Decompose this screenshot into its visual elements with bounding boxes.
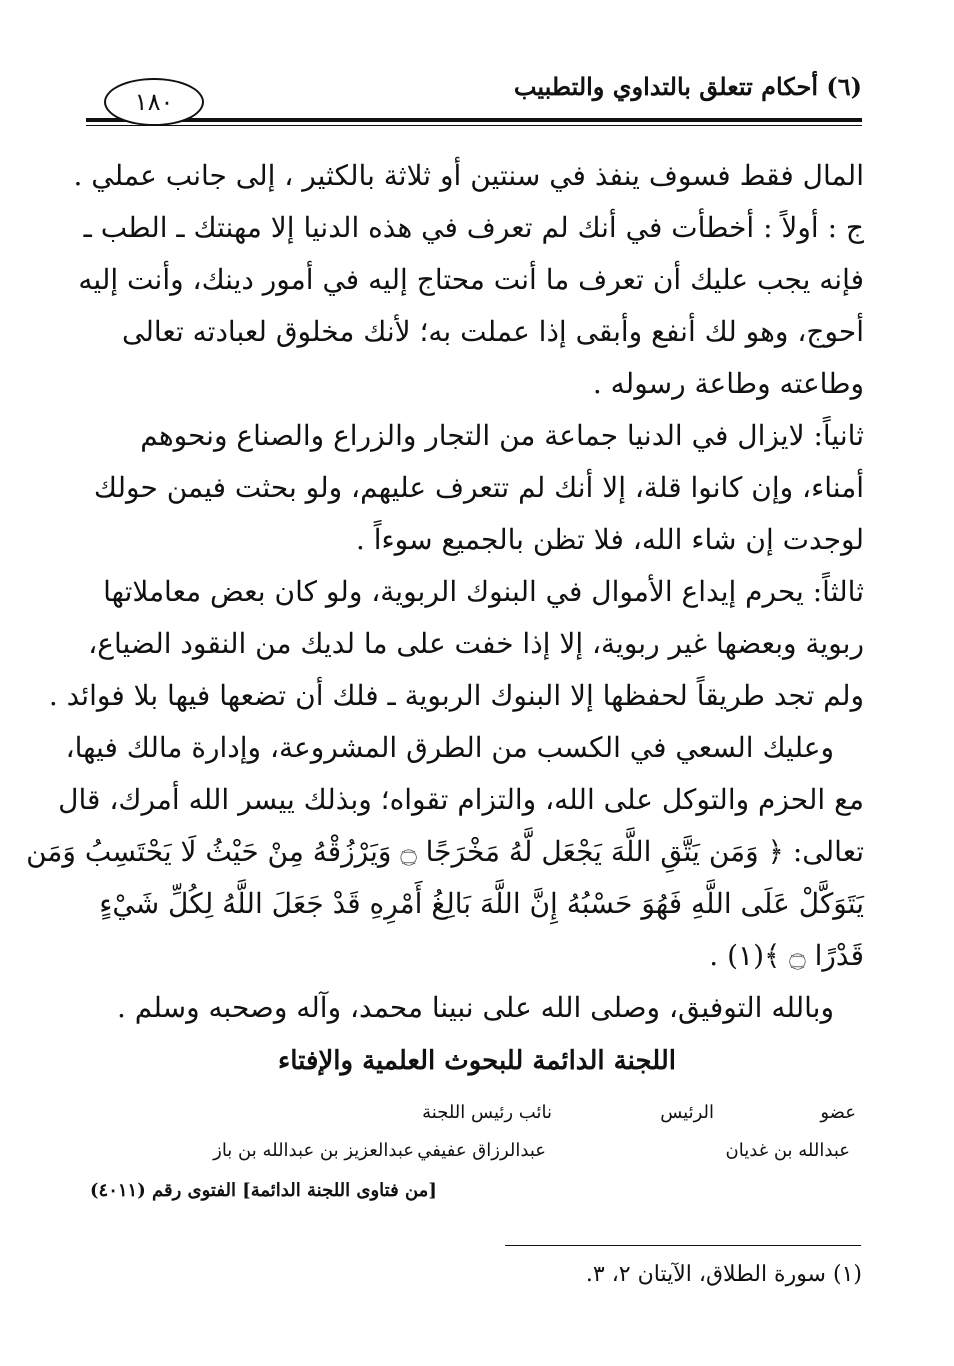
footnote: (١) سورة الطلاق، الآيتان ٢، ٣. [585,1262,862,1287]
body-line: ولم تجد طريقاً لحفظها إلا البنوك الربوية ـ فلك أن تضعها فيها بلا فوائد . [48,679,864,712]
footnote-rule [505,1245,861,1246]
name-vice-chairman: عبدالرزاق عفيفي [417,1140,546,1161]
body-line: ربوية وبعضها غير ربوية، إلا إذا خفت على ما لديك من النقود الضياع، [88,627,864,660]
chapter-title: (٦) أحكام تتعلق بالتداوي والتطبيب [513,72,862,101]
fatwa-source: [من فتاوى اللجنة الدائمة] الفتوى رقم (٤٠١١) [90,1180,437,1201]
closing-line: وبالله التوفيق، وصلى الله على نبينا محمد، وآله وصحبه وسلم . [116,991,834,1024]
body-line: وعليك السعي في الكسب من الطرق المشروعة، وإدارة مالك فيها، [65,731,834,764]
body-line: المال فقط فسوف ينفذ في سنتين أو ثلاثة بالكثير ، إلى جانب عملي . [73,159,864,192]
quran-verse-line: تعالى: ﴿ وَمَن يَتَّقِ اللَّهَ يَجْعَل لَّهُ مَخْرَجًا ۝ وَيَرْزُقْهُ مِنْ حَيْثُ لَا يَحْتَسِبُ وَمَن [26,835,864,868]
body-line: ج : أولاً : أخطأت في أنك لم تعرف في هذه الدنيا إلا مهنتك ـ الطب ـ [83,211,864,244]
role-chairman: الرئيس [660,1102,714,1123]
page-number: ١٨٠ [104,78,204,126]
body-line: لوجدت إن شاء الله، فلا تظن بالجميع سوءاً . [355,523,864,556]
body-line: وطاعته وطاعة رسوله . [592,367,864,400]
role-vice-chairman: نائب رئيس اللجنة [422,1102,552,1123]
body-line: أحوج، وهو لك أنفع وأبقى إذا عملت به؛ لأنك مخلوق لعبادته تعالى [122,315,864,348]
body-text [26,150,864,1034]
quran-verse-line: قَدْرًا ۝ ﴾(١) . [709,939,864,972]
body-line: مع الحزم والتوكل على الله، والتزام تقواه؛ وبذلك ييسر الله أمرك، قال [58,783,864,816]
name-member: عبدالله بن غديان [725,1140,850,1161]
role-member: عضو [820,1102,856,1123]
body-line: أمناء، وإن كانوا قلة، إلا أنك لم تتعرف عليهم، ولو بحثت فيمن حولك [93,471,864,504]
page-header [86,62,862,132]
header-rule-thick [86,118,862,122]
header-rule-thin [86,125,862,126]
body-line: ثانياً: لايزال في الدنيا جماعة من التجار والزراع والصناع ونحوهم [140,419,864,452]
quran-verse-line: يَتَوَكَّلْ عَلَى اللَّهِ فَهُوَ حَسْبُهُ إِنَّ اللَّهَ بَالِغُ أَمْرِهِ قَدْ جَعَلَ اللَّهُ لِكُلِّ شَيْءٍ [99,887,864,920]
name-chairman: عبدالعزيز بن عبدالله بن باز [213,1140,414,1161]
body-line: ثالثاً: يحرم إيداع الأموال في البنوك الربوية، ولو كان بعض معاملاتها [103,575,864,608]
committee-title: اللجنة الدائمة للبحوث العلمية والإفتاء [278,1046,676,1076]
body-line: فإنه يجب عليك أن تعرف ما أنت محتاج إليه في أمور دينك، وأنت إليه [78,263,864,296]
